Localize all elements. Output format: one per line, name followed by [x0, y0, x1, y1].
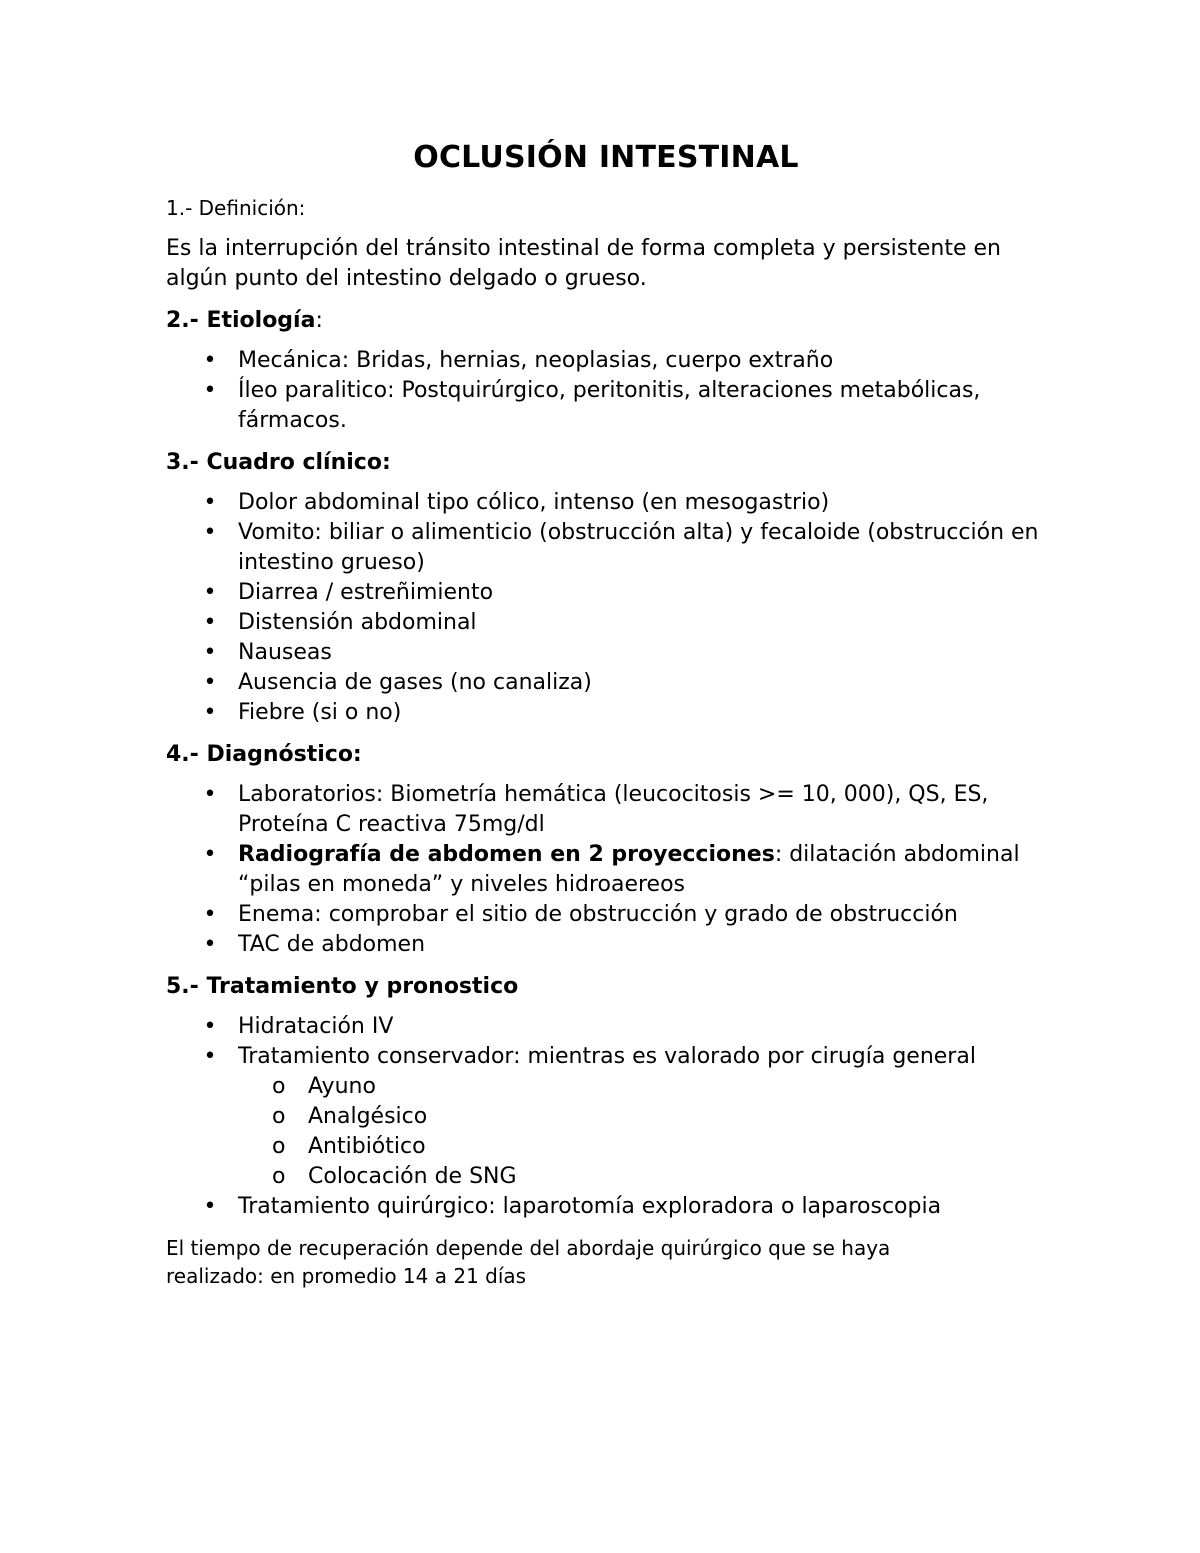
section-4-heading [166, 740, 1046, 770]
list-item [166, 578, 1046, 608]
section-4-list [166, 780, 1046, 960]
page-title: OCLUSIÓN INTESTINAL [413, 140, 799, 175]
sub-list-item-text: Ayuno [308, 1074, 376, 1099]
sub-list-item [238, 1072, 1046, 1102]
bullet-icon: • [203, 1044, 217, 1069]
list-item-text: Nauseas [238, 640, 332, 665]
circle-bullet-icon: o [272, 1134, 286, 1159]
document-page [166, 138, 1046, 1290]
bullet-icon: • [203, 902, 217, 927]
sub-list-item [238, 1162, 1046, 1192]
list-item [166, 376, 1046, 436]
list-item-text: Hidratación IV [238, 1014, 394, 1039]
section-1-heading: 1.- Definición: [166, 196, 306, 220]
section-5-sublist [238, 1072, 1046, 1192]
list-item-text: Íleo paralitico: Postquirúrgico, peritonitis, alteraciones metabólicas, fármacos. [238, 378, 981, 433]
section-5-list [166, 1012, 1046, 1222]
section-2-heading-label: 2.- Etiología [166, 308, 316, 333]
bullet-icon: • [203, 782, 217, 807]
sub-list-item-text: Analgésico [308, 1104, 428, 1129]
section-2-heading [166, 306, 1046, 336]
bullet-icon: • [203, 932, 217, 957]
list-item [166, 900, 1046, 930]
closing-note: El tiempo de recuperación depende del abordaje quirúrgico que se haya realizado: en promedio 14 a 21 días [166, 1236, 891, 1288]
list-item [166, 346, 1046, 376]
section-2-heading-suffix: : [315, 308, 323, 333]
bullet-icon: • [203, 490, 217, 515]
list-item [166, 488, 1046, 518]
bullet-icon: • [203, 580, 217, 605]
sub-list-item [238, 1102, 1046, 1132]
list-item-text: Tratamiento conservador: mientras es valorado por cirugía general [238, 1044, 976, 1069]
list-item [166, 1192, 1046, 1222]
list-item-text: Ausencia de gases (no canaliza) [238, 670, 592, 695]
circle-bullet-icon: o [272, 1074, 286, 1099]
section-2-list [166, 346, 1046, 436]
list-item [166, 518, 1046, 578]
section-3-heading [166, 448, 1046, 478]
list-item-text: Dolor abdominal tipo cólico, intenso (en mesogastrio) [238, 490, 830, 515]
bullet-icon: • [203, 348, 217, 373]
section-4-heading-label: 4.- Diagnóstico: [166, 742, 362, 767]
list-item-text: Vomito: biliar o alimenticio (obstrucción alta) y fecaloide (obstrucción en intestino grueso) [238, 520, 1039, 575]
circle-bullet-icon: o [272, 1164, 286, 1189]
bullet-icon: • [203, 1194, 217, 1219]
sub-list-item [238, 1132, 1046, 1162]
bullet-icon: • [203, 378, 217, 403]
bullet-icon: • [203, 842, 217, 867]
list-item [166, 1042, 1046, 1192]
list-item [166, 668, 1046, 698]
bullet-icon: • [203, 1014, 217, 1039]
section-3-list [166, 488, 1046, 728]
list-item-text: Enema: comprobar el sitio de obstrucción y grado de obstrucción [238, 902, 958, 927]
list-item-text: Tratamiento quirúrgico: laparotomía exploradora o laparoscopia [238, 1194, 942, 1219]
list-item [166, 1012, 1046, 1042]
list-item [166, 608, 1046, 638]
sub-list-item-text: Colocación de SNG [308, 1164, 517, 1189]
list-item-text: Diarrea / estreñimiento [238, 580, 494, 605]
list-item [166, 638, 1046, 668]
bullet-icon: • [203, 700, 217, 725]
section-5-heading-label: 5.- Tratamiento y pronostico [166, 974, 519, 999]
list-item-text: : dilatación abdominal “pilas en moneda” y niveles hidroaereos [238, 842, 1020, 897]
list-item [166, 698, 1046, 728]
list-item [166, 780, 1046, 840]
circle-bullet-icon: o [272, 1104, 286, 1129]
list-item-text: Fiebre (si o no) [238, 700, 402, 725]
section-3-heading-label: 3.- Cuadro clínico: [166, 450, 391, 475]
list-item [166, 930, 1046, 960]
list-item-text: TAC de abdomen [238, 932, 426, 957]
bullet-icon: • [203, 610, 217, 635]
bullet-icon: • [203, 670, 217, 695]
list-item-text: Distensión abdominal [238, 610, 477, 635]
section-1-text: Es la interrupción del tránsito intestinal de forma completa y persistente en algún punto del intestino delgado o grueso. [166, 236, 1001, 291]
list-item-text: Mecánica: Bridas, hernias, neoplasias, cuerpo extraño [238, 348, 834, 373]
list-item [166, 840, 1046, 900]
sub-list-item-text: Antibiótico [308, 1134, 426, 1159]
list-item-text: Laboratorios: Biometría hemática (leucocitosis >= 10, 000), QS, ES, Proteína C reactiva 75mg/dl [238, 782, 989, 837]
bullet-icon: • [203, 520, 217, 545]
list-item-bold-text: Radiografía de abdomen en 2 proyecciones [238, 842, 775, 867]
bullet-icon: • [203, 640, 217, 665]
section-5-heading [166, 972, 1046, 1002]
